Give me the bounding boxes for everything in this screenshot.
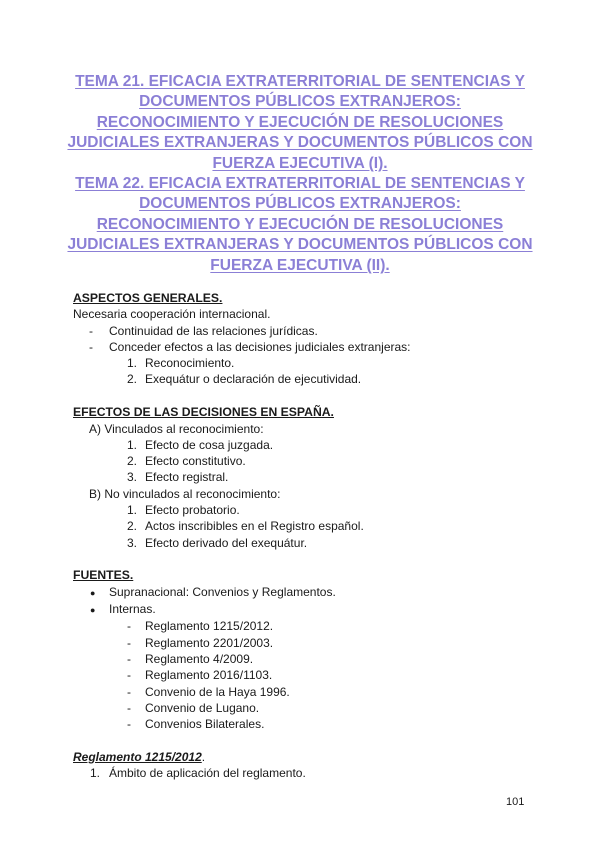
paragraph-intro: Necesaria cooperación internacional. [73, 307, 271, 322]
list-item-text: Reglamento 2201/2003. [145, 635, 274, 650]
section-heading-aspectos: ASPECTOS GENERALES. [73, 291, 223, 305]
list-item [73, 584, 543, 601]
list-item [73, 684, 543, 700]
list-item [73, 437, 543, 453]
dash-marker: - [127, 619, 131, 634]
dash-marker: - [127, 635, 131, 650]
list-item-text: Conceder efectos a las decisiones judiciales extranjeras: [109, 339, 411, 354]
list-item-text: Efecto derivado del exequátur. [145, 535, 308, 550]
list-item-text: Efecto de cosa juzgada. [145, 437, 274, 452]
number-marker: 3. [127, 535, 138, 550]
bullet-icon: ● [90, 605, 96, 616]
dash-marker: - [89, 339, 93, 354]
dash-marker: - [127, 668, 131, 683]
section-heading-reglamento [73, 749, 543, 765]
list-item-text: Reconocimiento. [145, 356, 235, 371]
list-item-text: Convenio de Lugano. [145, 700, 260, 715]
title-line: DOCUMENTOS PÚBLICOS EXTRANJEROS: [139, 93, 461, 111]
number-marker: 2. [127, 372, 138, 387]
document-title [60, 72, 540, 276]
list-item [73, 618, 543, 634]
list-item-text: Ámbito de aplicación del reglamento. [109, 766, 306, 781]
title-line: TEMA 22. EFICACIA EXTRATERRITORIAL DE SENTENCIAS Y [75, 175, 525, 193]
list-item-text: Internas. [109, 602, 156, 617]
list-item [73, 355, 543, 371]
dash-marker: - [127, 684, 131, 699]
list-item [73, 716, 543, 732]
page-number: 101 [506, 796, 525, 808]
reglamento-heading-suffix: . [201, 749, 206, 764]
title-line: RECONOCIMIENTO Y EJECUCIÓN DE RESOLUCIONES [96, 215, 504, 233]
number-marker: 1. [127, 437, 138, 452]
list-item-text: Efecto registral. [145, 470, 229, 485]
title-line: DOCUMENTOS PÚBLICOS EXTRANJEROS: [139, 195, 461, 213]
dash-marker: - [127, 700, 131, 715]
title-line: FUERZA EJECUTIVA (I). [212, 154, 388, 172]
bullet-icon: ● [90, 587, 96, 598]
list-item-text: Exequátur o declaración de ejecutividad. [145, 372, 362, 387]
list-item [73, 601, 543, 618]
section-heading-efectos: EFECTOS DE LAS DECISIONES EN ESPAÑA. [73, 405, 334, 420]
list-item [73, 453, 543, 469]
list-item [73, 371, 543, 387]
list-item [73, 667, 543, 683]
title-line: TEMA 21. EFICACIA EXTRATERRITORIAL DE SENTENCIAS Y [75, 73, 525, 90]
title-line: JUDICIALES EXTRANJERAS Y DOCUMENTOS PÚBLICOS CON [67, 236, 533, 254]
list-item [73, 518, 543, 534]
dash-marker: - [89, 323, 93, 338]
dash-marker: - [127, 651, 131, 666]
list-item-text: Reglamento 4/2009. [145, 651, 254, 666]
reglamento-heading-text: Reglamento 1215/2012 [73, 749, 202, 764]
title-line: FUERZA EJECUTIVA (II). [210, 256, 390, 274]
list-item [73, 635, 543, 651]
list-item [73, 700, 543, 716]
list-item-text: Efecto probatorio. [145, 503, 240, 518]
number-marker: 1. [127, 503, 138, 518]
list-item-text: Reglamento 1215/2012. [145, 619, 274, 634]
title-line: RECONOCIMIENTO Y EJECUCIÓN DE RESOLUCIONES [96, 113, 504, 131]
dash-marker: - [127, 717, 131, 732]
list-item [73, 339, 543, 355]
list-item-text: Efecto constitutivo. [145, 454, 246, 469]
number-marker: 2. [127, 454, 138, 469]
document-body [73, 290, 543, 782]
list-item [73, 535, 543, 551]
list-item [73, 469, 543, 485]
group-label-b: B) No vinculados al reconocimiento: [89, 486, 281, 501]
list-item-text: Supranacional: Convenios y Reglamentos. [109, 584, 336, 599]
section-heading-fuentes: FUENTES. [73, 568, 134, 583]
number-marker: 2. [127, 519, 138, 534]
list-item [73, 651, 543, 667]
list-item [73, 502, 543, 518]
list-item-text: Actos inscribibles en el Registro español. [145, 519, 364, 534]
number-marker: 1. [90, 766, 101, 781]
list-item [73, 765, 543, 781]
list-item [73, 323, 543, 339]
number-marker: 1. [127, 356, 138, 371]
list-item-text: Convenio de la Haya 1996. [145, 684, 290, 699]
list-item-text: Convenios Bilaterales. [145, 717, 265, 732]
list-item-text: Reglamento 2016/1103. [145, 668, 273, 683]
number-marker: 3. [127, 470, 138, 485]
group-label-a: A) Vinculados al reconocimiento: [89, 421, 264, 436]
title-line: JUDICIALES EXTRANJERAS Y DOCUMENTOS PÚBLICOS CON [67, 134, 533, 152]
list-item-text: Continuidad de las relaciones jurídicas. [109, 323, 318, 338]
